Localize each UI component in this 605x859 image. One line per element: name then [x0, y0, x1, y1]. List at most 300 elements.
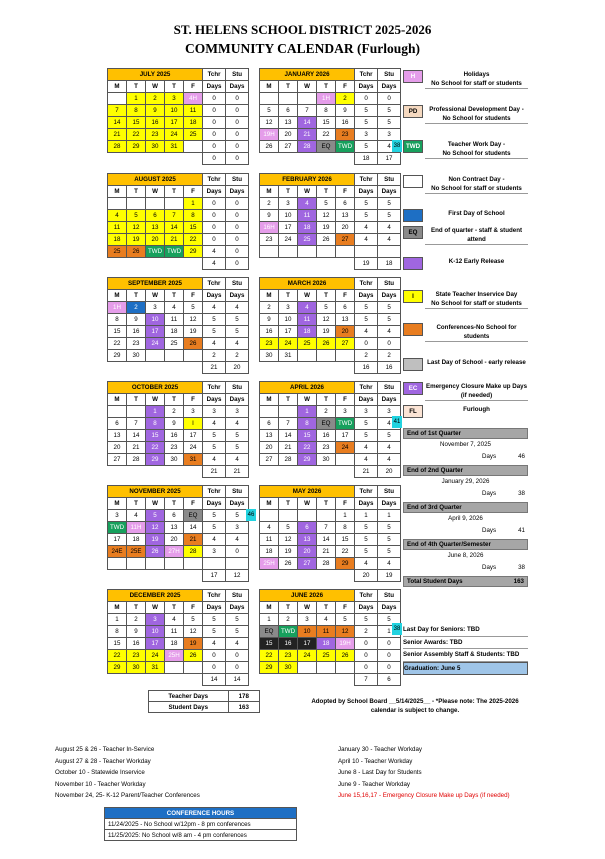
day-count: 2 [378, 350, 401, 362]
week-row [260, 662, 401, 674]
day-cell: 14 [298, 117, 317, 129]
day-cell: 11 [165, 626, 184, 638]
day-cell: 12 [184, 626, 203, 638]
week-row [108, 222, 249, 234]
day-cell [336, 246, 355, 258]
day-cell: 11 [260, 534, 279, 546]
month-name: OCTOBER 2025 [108, 382, 203, 394]
days-header: Days [355, 602, 378, 614]
day-cell [298, 350, 317, 362]
day-cell [336, 350, 355, 362]
month-total: 20 [378, 466, 401, 478]
day-cell: 2 [127, 614, 146, 626]
day-cell: 5 [127, 210, 146, 222]
day-cell [184, 662, 203, 674]
day-cell: 26 [279, 558, 298, 570]
day-cell: 4H [184, 93, 203, 105]
week-row [260, 210, 401, 222]
days-header: Days [378, 394, 401, 406]
day-cell [279, 510, 298, 522]
day-cell [279, 406, 298, 418]
day-cell: 22 [108, 650, 127, 662]
quarter-block [403, 465, 528, 500]
week-row [260, 105, 401, 117]
day-cell: 30 [127, 350, 146, 362]
day-cell: 26 [146, 546, 165, 558]
day-cell: 5 [184, 302, 203, 314]
legend-swatch: H [403, 70, 423, 83]
day-cell: 12 [317, 314, 336, 326]
day-cell: 15 [184, 222, 203, 234]
stu-header: Stu [226, 278, 249, 290]
day-count: 0 [203, 93, 226, 105]
day-cell: TWD [336, 418, 355, 430]
day-count: 5 [203, 510, 226, 522]
weekday-header: T [165, 498, 184, 510]
day-count: 5 [355, 141, 378, 153]
day-cell [260, 406, 279, 418]
week-row [260, 314, 401, 326]
week-row [108, 117, 249, 129]
day-count: 0 [355, 338, 378, 350]
week-row [260, 326, 401, 338]
note-item: January 30 - Teacher Workday [338, 746, 423, 753]
day-cell: 10 [298, 626, 317, 638]
day-cell: 24 [146, 338, 165, 350]
day-cell [317, 350, 336, 362]
month-total: 4 [203, 258, 226, 270]
day-cell: 25E [127, 546, 146, 558]
legend-text: Non Contract Day - No School for staff or students [425, 175, 528, 194]
day-cell [108, 93, 127, 105]
day-count: 0 [203, 234, 226, 246]
day-count: 5 [355, 418, 378, 430]
week-row [108, 338, 249, 350]
notes-left [55, 744, 305, 802]
day-cell: 16 [146, 117, 165, 129]
day-cell: 28 [298, 141, 317, 153]
weekday-header: T [279, 186, 298, 198]
week-row [108, 442, 249, 454]
summary-row: Student Days 163 [149, 702, 260, 713]
day-count: 5 [203, 326, 226, 338]
days-header: Days [226, 186, 249, 198]
day-count: 0 [355, 650, 378, 662]
day-count: 5 [226, 510, 249, 522]
day-cell [184, 141, 203, 153]
day-cell: 23 [165, 442, 184, 454]
day-cell: 24 [184, 442, 203, 454]
week-row [260, 626, 401, 638]
day-cell: 9 [260, 314, 279, 326]
day-cell: 24 [279, 338, 298, 350]
day-cell [146, 558, 165, 570]
legend-text: Teacher Work Day - No School for students [425, 140, 528, 159]
day-cell: 12 [146, 522, 165, 534]
day-cell: 26 [184, 650, 203, 662]
day-cell: 22 [336, 546, 355, 558]
day-cell: 1 [298, 406, 317, 418]
day-cell: 15 [108, 326, 127, 338]
week-row [260, 534, 401, 546]
day-cell: 4 [165, 302, 184, 314]
page-subtitle: COMMUNITY CALENDAR (Furlough) [185, 41, 420, 56]
day-cell [298, 93, 317, 105]
day-cell: 24 [146, 650, 165, 662]
day-cell: 25 [298, 234, 317, 246]
day-count: 1 [378, 510, 401, 522]
day-cell: 28 [108, 141, 127, 153]
day-cell: 2 [127, 302, 146, 314]
day-cell: 21 [165, 234, 184, 246]
stu-header: Stu [378, 590, 401, 602]
day-cell: 27 [336, 338, 355, 350]
day-cell: 19 [127, 234, 146, 246]
week-row [260, 614, 401, 626]
day-cell: 13 [336, 314, 355, 326]
day-cell: 13 [146, 222, 165, 234]
day-cell: 12 [260, 117, 279, 129]
weekday-header: W [146, 394, 165, 406]
day-cell: 19 [317, 222, 336, 234]
month-table [259, 589, 401, 686]
day-count: 3 [226, 522, 249, 534]
stu-header: Stu [378, 174, 401, 186]
day-cell: 29 [108, 662, 127, 674]
day-cell [298, 510, 317, 522]
week-row [108, 210, 249, 222]
day-count: 0 [203, 105, 226, 117]
day-cell: 29 [146, 454, 165, 466]
weekday-header: W [146, 81, 165, 93]
day-cell: 20 [146, 234, 165, 246]
day-cell: 24E [108, 546, 127, 558]
day-cell: EQ [317, 418, 336, 430]
quarter-days [403, 525, 528, 537]
total-student-days: Total Student Days 163 [403, 576, 528, 587]
day-cell: 25 [317, 650, 336, 662]
stu-header: Stu [226, 69, 249, 81]
day-cell [108, 558, 127, 570]
day-count: 3 [203, 546, 226, 558]
day-count: 0 [226, 234, 249, 246]
day-cell: 1 [127, 93, 146, 105]
day-cell: 7 [298, 105, 317, 117]
day-cell: 17 [298, 638, 317, 650]
day-cell: 22 [108, 338, 127, 350]
day-count: 5 [355, 522, 378, 534]
day-cell: 27 [298, 558, 317, 570]
day-count: 4 [355, 558, 378, 570]
days-header: Days [203, 602, 226, 614]
day-cell: 20 [298, 546, 317, 558]
day-cell: 16 [127, 638, 146, 650]
day-count: 2 [355, 626, 378, 638]
day-count: 0 [203, 198, 226, 210]
day-cell [184, 350, 203, 362]
day-cell: 18 [317, 638, 336, 650]
weekday-header: W [146, 290, 165, 302]
day-cell: 9 [127, 314, 146, 326]
day-count: 0 [226, 650, 249, 662]
day-cell: 11 [165, 314, 184, 326]
day-cell: 12 [127, 222, 146, 234]
month-total: 7 [355, 674, 378, 686]
weekday-header: F [184, 186, 203, 198]
day-count: 4 [226, 338, 249, 350]
day-cell: 5 [279, 522, 298, 534]
weekday-header: M [108, 394, 127, 406]
day-cell: 21 [317, 546, 336, 558]
day-cell: 19H [336, 638, 355, 650]
weekday-header: T [127, 394, 146, 406]
legend-text: K-12 Early Release [448, 258, 505, 265]
day-cell: 8 [146, 418, 165, 430]
week-row [260, 222, 401, 234]
day-cell: 15 [298, 430, 317, 442]
quarter-days [403, 488, 528, 500]
weekday-header: T [127, 602, 146, 614]
day-cell: 24 [336, 442, 355, 454]
day-cell: 29 [108, 350, 127, 362]
day-count: 0 [226, 117, 249, 129]
week-row [108, 638, 249, 650]
day-count: 5 [355, 314, 378, 326]
week-row [260, 638, 401, 650]
day-cell: 26 [260, 141, 279, 153]
day-cell: 23 [127, 650, 146, 662]
day-cell [260, 246, 279, 258]
day-cell: 5 [146, 510, 165, 522]
note-item: April 10 - Teacher Workday [338, 757, 413, 765]
day-cell: EQ [184, 510, 203, 522]
day-count: 0 [203, 129, 226, 141]
day-count: 3 [203, 406, 226, 418]
stu-header: Stu [226, 382, 249, 394]
day-cell: 10 [146, 626, 165, 638]
day-cell [127, 198, 146, 210]
week-row [260, 510, 401, 522]
day-cell: 22 [298, 442, 317, 454]
day-count: 0 [378, 662, 401, 674]
day-count: 5 [378, 314, 401, 326]
day-count: 0 [203, 117, 226, 129]
note-item: June 8 - Last Day for Students [338, 769, 422, 776]
tchr-header: Tchr [203, 174, 226, 186]
day-cell: 25 [298, 338, 317, 350]
day-cell [260, 93, 279, 105]
day-cell [146, 350, 165, 362]
day-cell [146, 198, 165, 210]
month-table [259, 381, 401, 478]
day-cell: 11H [127, 522, 146, 534]
day-count: 0 [203, 662, 226, 674]
month-total: 19 [355, 258, 378, 270]
day-count: 0 [378, 93, 401, 105]
day-cell: 11 [317, 626, 336, 638]
day-count: 5 [355, 117, 378, 129]
weekday-header: T [165, 394, 184, 406]
day-cell: TWD [336, 141, 355, 153]
day-cell: 10 [279, 314, 298, 326]
weekday-header: W [298, 394, 317, 406]
quarter-block [403, 539, 528, 574]
day-cell: 19 [184, 638, 203, 650]
day-cell: 17 [146, 326, 165, 338]
notes-right [338, 744, 568, 802]
summary-row: Teacher Days 178 [149, 691, 260, 702]
day-count: 0 [226, 198, 249, 210]
day-cell: 20 [279, 129, 298, 141]
weekday-header: F [336, 186, 355, 198]
weekday-header: M [260, 290, 279, 302]
quarter-label: End of 3rd Quarter [403, 502, 528, 513]
week-row [108, 430, 249, 442]
legend-swatch [403, 323, 423, 336]
day-cell: 16 [279, 638, 298, 650]
day-cell: 29 [127, 141, 146, 153]
day-count: 4 [355, 326, 378, 338]
quarter-label: End of 2nd Quarter [403, 465, 528, 476]
week-row [260, 454, 401, 466]
quarter-days-label: Days [482, 490, 497, 497]
weekday-header: T [317, 394, 336, 406]
week-row [108, 314, 249, 326]
day-cell [317, 510, 336, 522]
day-cell [336, 662, 355, 674]
quarter-label: End of 4th Quarter/Semester [403, 539, 528, 550]
conference-line: 11/24/2025 - No School w/12pm - 8 pm conferences [105, 819, 297, 830]
day-cell: 18 [260, 546, 279, 558]
day-cell: 1H [108, 302, 127, 314]
day-cell: 14 [184, 522, 203, 534]
weekday-header: T [317, 186, 336, 198]
day-cell: 1 [146, 406, 165, 418]
day-cell: 6 [336, 302, 355, 314]
week-row [260, 406, 401, 418]
day-cell: 23 [260, 234, 279, 246]
week-row [260, 302, 401, 314]
day-cell: TWD [279, 626, 298, 638]
day-count: 0 [226, 222, 249, 234]
day-count: 0 [226, 210, 249, 222]
days-header: Days [203, 394, 226, 406]
day-cell: 13 [279, 117, 298, 129]
weekday-header: F [336, 394, 355, 406]
month-total: 16 [378, 362, 401, 374]
day-cell: TWD [108, 522, 127, 534]
day-count: 4 [203, 454, 226, 466]
day-cell [127, 558, 146, 570]
week-row [108, 326, 249, 338]
weekday-header: T [127, 290, 146, 302]
legend-swatch [403, 209, 423, 222]
day-cell: 2 [317, 406, 336, 418]
day-count: 5 [378, 534, 401, 546]
month-name: JULY 2025 [108, 69, 203, 81]
day-cell: 9 [165, 418, 184, 430]
day-cell: 6 [108, 418, 127, 430]
page-title: ST. HELENS SCHOOL DISTRICT 2025-2026 [173, 22, 432, 37]
week-row [108, 454, 249, 466]
day-cell: 26 [336, 650, 355, 662]
day-cell: 27 [336, 234, 355, 246]
week-row [108, 198, 249, 210]
june-note: Senior Awards: TBD [403, 637, 528, 650]
day-cell: 18 [127, 534, 146, 546]
day-count: 0 [378, 338, 401, 350]
days-header: Days [378, 186, 401, 198]
stu-header: Stu [226, 174, 249, 186]
day-cell: 23 [336, 129, 355, 141]
legend-text: Holidays No School for staff or students [425, 70, 528, 89]
day-cell: 25 [165, 338, 184, 350]
day-cell: 31 [279, 350, 298, 362]
weekday-header: T [127, 186, 146, 198]
legend-swatch [403, 175, 423, 188]
day-cell: 7 [108, 105, 127, 117]
day-cell: 11 [108, 222, 127, 234]
day-count: 4 [355, 234, 378, 246]
day-count: 0 [226, 141, 249, 153]
day-cell [317, 246, 336, 258]
day-cell: 29 [184, 246, 203, 258]
month-total: 17 [203, 570, 226, 582]
day-cell: 4 [127, 510, 146, 522]
day-count: 3 [378, 129, 401, 141]
conference-title: CONFERENCE HOURS [105, 808, 297, 819]
day-cell: 24 [298, 650, 317, 662]
day-cell: 19 [184, 326, 203, 338]
day-count: 0 [355, 93, 378, 105]
day-count: 4 [378, 141, 401, 153]
day-cell: 16 [165, 430, 184, 442]
month-total: 18 [378, 258, 401, 270]
month-table [259, 277, 401, 374]
day-cell: 1 [336, 510, 355, 522]
tchr-header: Tchr [355, 382, 378, 394]
month-name: AUGUST 2025 [108, 174, 203, 186]
legend-text: Last Day of School - early release [427, 359, 526, 366]
stu-header: Stu [378, 382, 401, 394]
day-count: 4 [378, 454, 401, 466]
day-count: 0 [355, 662, 378, 674]
week-row [108, 558, 249, 570]
tchr-header: Tchr [355, 590, 378, 602]
day-cell: 17 [108, 534, 127, 546]
day-cell: 21 [127, 442, 146, 454]
day-count: 4 [378, 418, 401, 430]
days-header: Days [226, 498, 249, 510]
day-cell: 6 [336, 198, 355, 210]
note-item: June 9 - Teacher Workday [338, 780, 410, 788]
day-cell: 29 [298, 454, 317, 466]
weekday-header: F [184, 394, 203, 406]
days-header: Days [355, 186, 378, 198]
quarter-days-label: Days [482, 564, 497, 571]
days-header: Days [226, 602, 249, 614]
week-row [108, 246, 249, 258]
weekday-header: M [108, 81, 127, 93]
note-item: August 25 & 26 - Teacher In-Service [55, 746, 155, 753]
day-count: 0 [226, 93, 249, 105]
day-count: 5 [226, 326, 249, 338]
day-cell: 6 [279, 105, 298, 117]
month-total: 21 [226, 466, 249, 478]
day-count: 3 [355, 129, 378, 141]
month-total: 0 [226, 153, 249, 165]
quarter-days-value: 46 [518, 453, 525, 460]
